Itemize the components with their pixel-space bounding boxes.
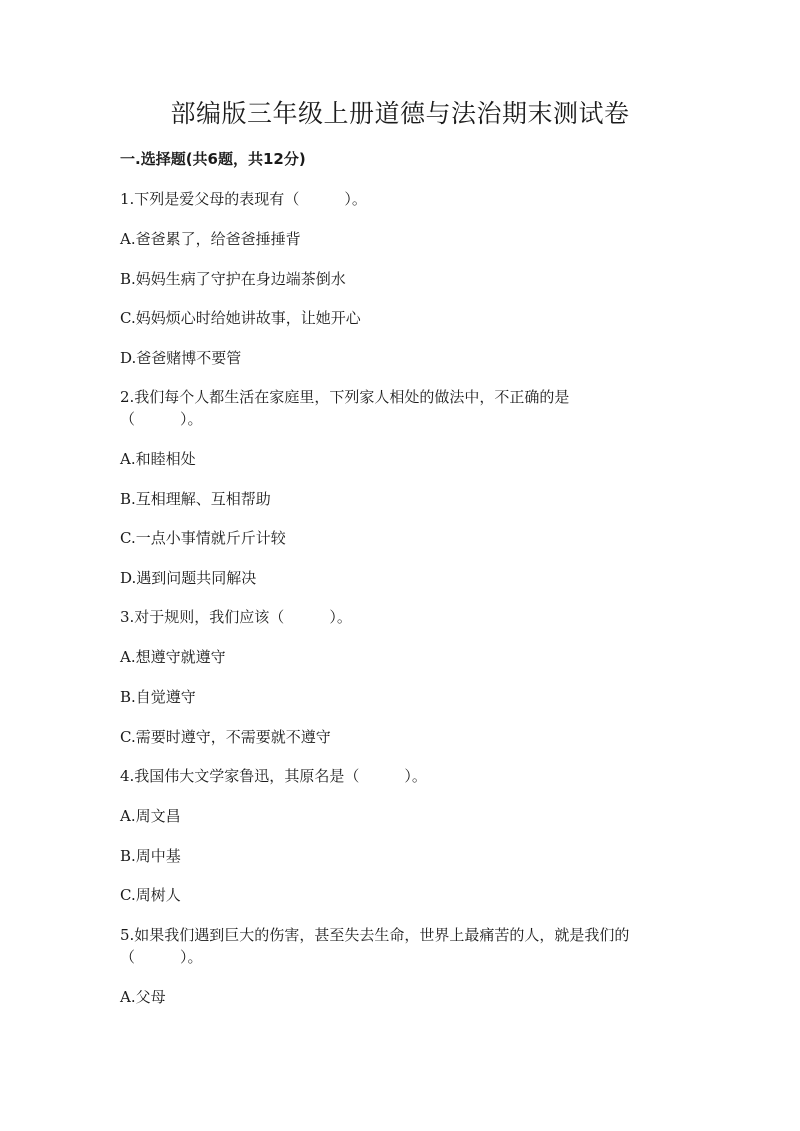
question-3-option-b: B.自觉遵守 [120, 688, 196, 706]
page-title: 部编版三年级上册道德与法治期末测试卷 [170, 99, 630, 128]
question-1-stem: 1.下列是爱父母的表现有（ ）。 [120, 190, 367, 208]
question-5-stem-line2: （ ）。 [120, 948, 203, 966]
question-4-option-b: B.周中基 [120, 847, 181, 865]
question-1-option-c: C.妈妈烦心时给她讲故事，让她开心 [120, 309, 361, 327]
question-1-option-d: D.爸爸赌博不要管 [120, 349, 242, 367]
question-4-option-c: C.周树人 [120, 886, 181, 904]
question-3-stem: 3.对于规则，我们应该（ ）。 [120, 608, 352, 626]
question-2-option-c: C.一点小事情就斤斤计较 [120, 529, 286, 547]
question-3-option-c: C.需要时遵守，不需要就不遵守 [120, 728, 331, 746]
question-1-option-b: B.妈妈生病了守护在身边端茶倒水 [120, 270, 346, 288]
question-2-stem-line1: 2.我们每个人都生活在家庭里，下列家人相处的做法中，不正确的是 [120, 388, 570, 406]
question-2-stem-line2: （ ）。 [120, 410, 203, 428]
question-5-option-a: A.父母 [120, 988, 166, 1006]
section-heading: 一.选择题(共6题，共12分) [120, 150, 306, 168]
question-4-stem: 4.我国伟大文学家鲁迅，其原名是（ ）。 [120, 767, 427, 785]
question-2-option-b: B.互相理解、互相帮助 [120, 490, 271, 508]
question-4-option-a: A.周文昌 [120, 807, 181, 825]
question-5-stem-line1: 5.如果我们遇到巨大的伤害，甚至失去生命，世界上最痛苦的人，就是我们的 [120, 926, 630, 944]
question-3-option-a: A.想遵守就遵守 [120, 648, 226, 666]
question-2-option-a: A.和睦相处 [120, 450, 196, 468]
question-2-option-d: D.遇到问题共同解决 [120, 569, 257, 587]
question-1-option-a: A.爸爸累了，给爸爸捶捶背 [120, 230, 301, 248]
